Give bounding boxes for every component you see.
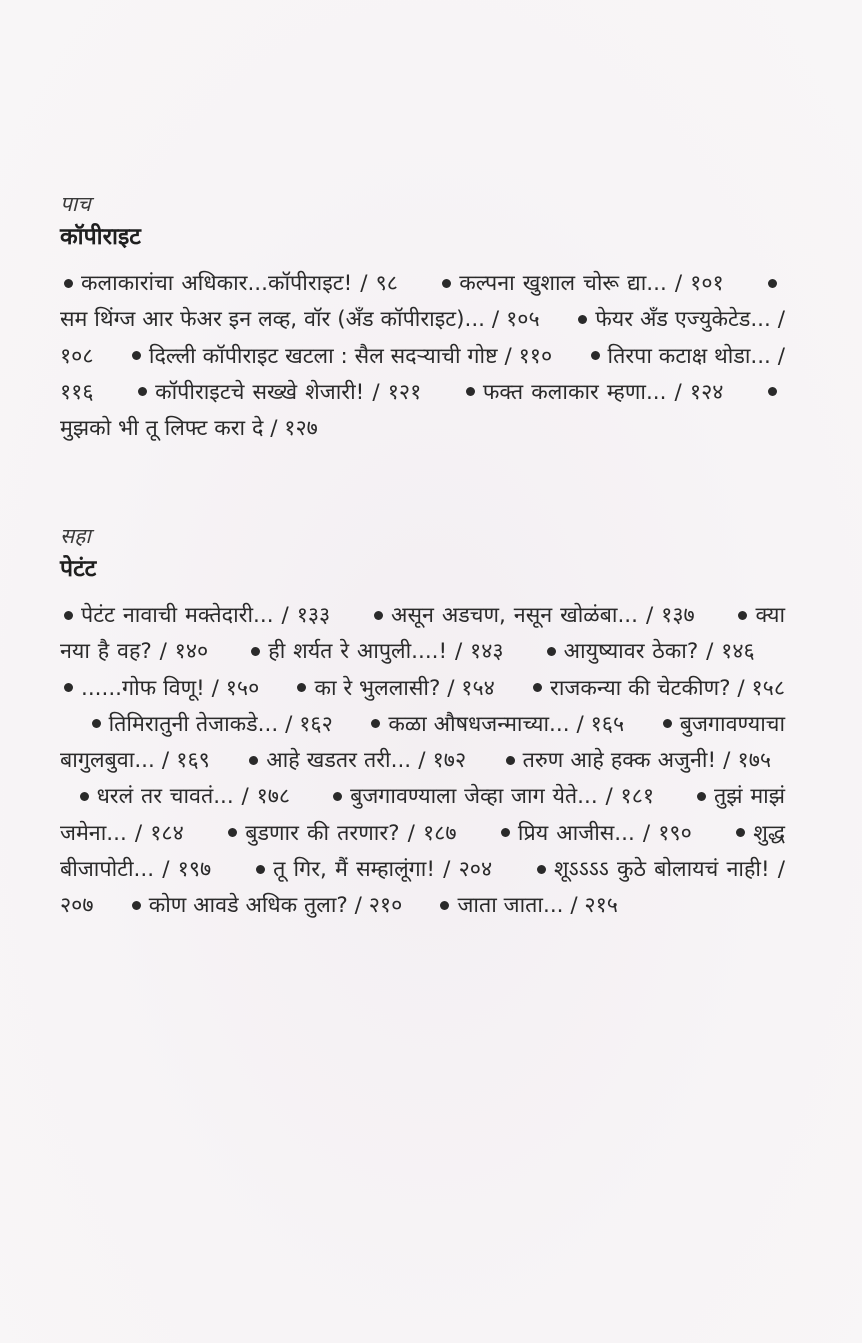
toc-entry-title: फक्त कलाकार म्हणा...: [482, 379, 667, 405]
bullet-icon: [64, 279, 73, 288]
toc-entry[interactable]: धरलं तर चावतं... / १७८: [76, 784, 291, 809]
toc-entry-page: १५८: [751, 675, 785, 701]
toc-entry[interactable]: तिमिरातुनी तेजाकडे... / १६२: [88, 712, 333, 737]
bullet-icon: [333, 792, 342, 801]
toc-entry-page: १९०: [658, 820, 692, 846]
toc-entry[interactable]: पेटंट नावाची मक्तेदारी... / १३३: [60, 603, 330, 628]
toc-entry[interactable]: बुजगावण्याला जेव्हा जाग येते... / १८१: [329, 784, 654, 809]
bullet-icon: [80, 792, 89, 801]
bullet-icon: [64, 683, 73, 692]
toc-entry-title: कॉपीराइटचे सख्खे शेजारी!: [155, 379, 365, 405]
toc-entry-page: २१५: [584, 893, 618, 919]
toc-entry-page: १२७: [284, 416, 318, 442]
toc-entry[interactable]: तिरपा कटाक्ष थोडा... / ११६: [60, 343, 786, 405]
toc-entry-page: १६५: [590, 711, 625, 737]
toc-entry-page: १५४: [461, 675, 495, 701]
bullet-icon: [768, 387, 777, 396]
bullet-icon: [466, 387, 475, 396]
bullet-icon: [591, 351, 600, 360]
toc-entry[interactable]: कळा औषधजन्माच्या... / १६५: [367, 712, 624, 737]
toc-entry[interactable]: तुझं माझं जमेना... / १८४: [60, 784, 786, 846]
bullet-icon: [132, 901, 141, 910]
toc-entry[interactable]: कल्पना खुशाल चोरू द्या... / १०१: [438, 271, 723, 296]
toc-entry-page: १३३: [296, 603, 331, 628]
toc-entry[interactable]: असून अडचण, नसून खोळंबा... / १३७: [370, 603, 695, 628]
toc-entry-title: दिल्ली कॉपीराइट खटला : सैल सदऱ्याची गोष्ट: [148, 343, 498, 369]
toc-entries: [60, 266, 785, 447]
toc-entry-page: १७२: [432, 748, 467, 774]
toc-entry-title: कळा औषधजन्माच्या...: [388, 711, 570, 737]
toc-entry[interactable]: राजकन्या की चेटकीण? / १५८: [529, 676, 785, 701]
bullet-icon: [768, 279, 777, 288]
toc-entry-title: शुद्ध बीजापोटी...: [60, 820, 786, 883]
toc-entry-page: १६९: [176, 748, 210, 774]
toc-entry-page: १३७: [661, 603, 695, 628]
bullet-icon: [440, 901, 449, 910]
toc-entry[interactable]: फेयर अँड एज्युकेटेड... / १०८: [60, 307, 786, 369]
toc-entry-title: मुझको भी तू लिफ्ट करा दे: [60, 416, 264, 442]
toc-entry-page: ९८: [375, 271, 398, 296]
toc-entry[interactable]: कॉपीराइटचे सख्खे शेजारी! / १२१: [134, 380, 421, 405]
toc-entry-page: १६२: [299, 711, 333, 737]
toc-entry[interactable]: ......गोफ विणू! / १५०: [60, 676, 259, 701]
toc-entry[interactable]: का रे भुललासी? / १५४: [293, 676, 494, 701]
toc-entry-page: २०७: [60, 893, 94, 919]
toc-entry-page: १०८: [60, 343, 94, 369]
bullet-icon: [738, 611, 747, 620]
toc-entry-page: १४६: [721, 639, 755, 665]
toc-entry[interactable]: कलाकारांचा अधिकार...कॉपीराइट! / ९८: [60, 271, 398, 296]
toc-entry-title: सम थिंग्ज आर फेअर इन लव्ह, वॉर (अँड कॉपीराइट)...: [60, 307, 486, 333]
toc-entry[interactable]: शुद्ध बीजापोटी... / १९७: [60, 820, 786, 883]
section-number: सहा: [60, 524, 91, 548]
bullet-icon: [251, 647, 260, 656]
toc-entry[interactable]: जाता जाता... / २१५: [436, 893, 618, 918]
toc-entry-title: का रे भुललासी?: [314, 675, 441, 701]
section-number: पाच: [60, 192, 91, 216]
section-title: पेटंट: [60, 556, 97, 582]
bullet-icon: [506, 756, 515, 765]
toc-entry-page: १८४: [150, 820, 184, 846]
bullet-icon: [537, 865, 546, 874]
toc-entry-title: जाता जाता...: [457, 893, 564, 919]
bullet-icon: [663, 719, 672, 728]
toc-entry-page: १२१: [387, 379, 422, 405]
toc-entry-title: धरलं तर चावतं...: [96, 784, 234, 810]
toc-entry-title: राजकन्या की चेटकीण?: [550, 675, 731, 701]
toc-entry[interactable]: मुझको भी तू लिफ्ट करा दे / १२७: [60, 380, 785, 441]
toc-entry-title: कलाकारांचा अधिकार...कॉपीराइट!: [81, 271, 353, 296]
toc-entry-page: १८७: [422, 820, 457, 846]
toc-entry-title: कोण आवडे अधिक तुला?: [148, 893, 348, 919]
toc-entry-title: आहे खडतर तरी...: [266, 748, 412, 774]
toc-entry[interactable]: क्या नया है वह? / १४०: [60, 603, 786, 665]
bullet-icon: [249, 756, 258, 765]
toc-entry-page: १४०: [174, 639, 209, 665]
toc-entry-title: ही शर्यत रे आपुली....!: [268, 639, 448, 665]
toc-entry[interactable]: तू गिर, मैं सम्हालूंगा! / २०४: [252, 857, 492, 882]
toc-entry[interactable]: आहे खडतर तरी... / १७२: [245, 748, 466, 773]
toc-entry-title: शूऽऽऽऽ कुठे बोलायचं नाही!: [554, 857, 770, 883]
toc-entry-page: १४३: [470, 639, 504, 665]
toc-entry-page: १५०: [225, 675, 260, 701]
toc-entry[interactable]: बुजगावण्याचा बागुलबुवा... / १६९: [60, 711, 786, 774]
bullet-icon: [228, 828, 237, 837]
toc-entry-page: १९७: [177, 857, 212, 883]
toc-entry-page: २१०: [368, 893, 403, 919]
toc-entry-page: १२४: [689, 379, 724, 405]
bullet-icon: [256, 865, 265, 874]
toc-entry-page: १८१: [620, 784, 655, 810]
bullet-icon: [64, 611, 73, 620]
toc-entry-page: १७५: [737, 748, 772, 774]
bullet-icon: [92, 719, 101, 728]
toc-entry[interactable]: आयुष्यावर ठेका? / १४६: [543, 639, 755, 664]
section-title: कॉपीराइट: [60, 224, 141, 250]
bullet-icon: [736, 828, 745, 837]
toc-entry-page: ११०: [518, 343, 553, 369]
section-patent: [60, 522, 785, 925]
toc-entry[interactable]: कोण आवडे अधिक तुला? / २१०: [128, 893, 403, 918]
toc-entry[interactable]: बुडणार की तरणार? / १८७: [224, 821, 456, 846]
toc-entry-title: तिमिरातुनी तेजाकडे...: [108, 711, 279, 737]
toc-entry[interactable]: दिल्ली कॉपीराइट खटला : सैल सदऱ्याची गोष्ट / ११०: [128, 344, 552, 369]
toc-entry-title: बुजगावण्याला जेव्हा जाग येते...: [350, 784, 598, 810]
toc-entry-title: क्या नया है वह?: [60, 603, 786, 665]
bullet-icon: [697, 792, 706, 801]
toc-entry-page: १७८: [256, 784, 291, 810]
toc-entry[interactable]: प्रिय आजीस... / १९०: [497, 821, 692, 846]
toc-entry-title: तुझं माझं जमेना...: [60, 784, 786, 846]
toc-entry[interactable]: सम थिंग्ज आर फेअर इन लव्ह, वॉर (अँड कॉपीराइट)... / १०५: [60, 271, 785, 332]
toc-entry-title: बुडणार की तरणार?: [245, 820, 400, 846]
section-copyright: [60, 190, 785, 447]
toc-entry-page: ११६: [60, 379, 94, 405]
bullet-icon: [501, 828, 510, 837]
bullet-icon: [533, 683, 542, 692]
toc-entry-title: फेयर अँड एज्युकेटेड...: [595, 307, 771, 333]
bullet-icon: [374, 611, 383, 620]
toc-entry[interactable]: फक्त कलाकार म्हणा... / १२४: [462, 380, 724, 405]
toc-entry-title: तिरपा कटाक्ष थोडा...: [607, 343, 771, 369]
bullet-icon: [138, 387, 147, 396]
toc-entry-title: पेटंट नावाची मक्तेदारी...: [81, 603, 274, 628]
toc-entry[interactable]: तरुण आहे हक्क अजुनी! / १७५: [502, 748, 771, 773]
toc-entry-title: ......गोफ विणू!: [81, 675, 205, 701]
toc-entry-page: १०१: [690, 271, 724, 296]
bullet-icon: [132, 351, 141, 360]
bullet-icon: [547, 647, 556, 656]
bullet-icon: [442, 279, 451, 288]
toc-entry-title: बुजगावण्याचा बागुलबुवा...: [60, 711, 786, 774]
bullet-icon: [297, 683, 306, 692]
toc-entry[interactable]: ही शर्यत रे आपुली....! / १४३: [247, 639, 503, 664]
toc-entry-page: १०५: [506, 307, 540, 333]
toc-entry-title: असून अडचण, नसून खोळंबा...: [391, 603, 638, 628]
toc-entry-title: प्रिय आजीस...: [517, 820, 635, 846]
bullet-icon: [578, 315, 587, 324]
toc-entries: [60, 598, 785, 925]
toc-entry-title: आयुष्यावर ठेका?: [563, 639, 699, 665]
toc-entry-title: कल्पना खुशाल चोरू द्या...: [459, 271, 667, 296]
toc-entry[interactable]: शूऽऽऽऽ कुठे बोलायचं नाही! / २०७: [60, 857, 786, 919]
bullet-icon: [371, 719, 380, 728]
toc-entry-title: तू गिर, मैं सम्हालूंगा!: [273, 857, 435, 883]
toc-entry-page: २०४: [458, 857, 493, 883]
toc-entry-title: तरुण आहे हक्क अजुनी!: [522, 748, 717, 774]
